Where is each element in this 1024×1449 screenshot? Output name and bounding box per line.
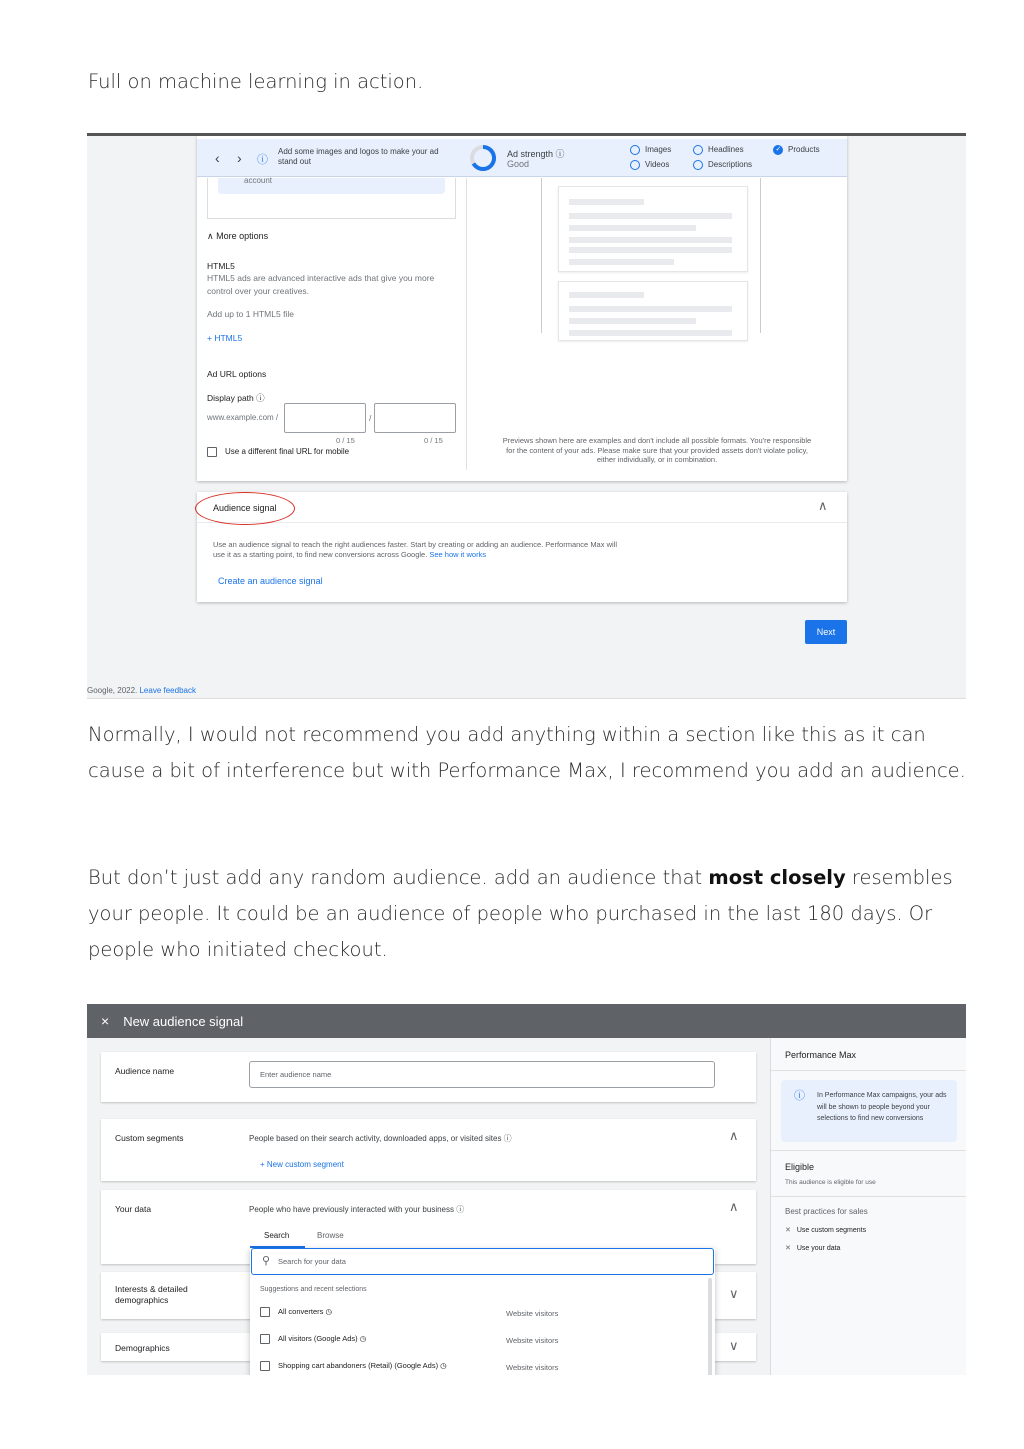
audience-name-label: Audience name: [115, 1066, 175, 1076]
chevron-up-icon[interactable]: ∧: [729, 1128, 739, 1143]
account-text: account: [244, 176, 273, 185]
audience-name-row: [101, 1052, 756, 1102]
info-icon: ⓘ: [257, 154, 268, 166]
your-data-dropdown: [250, 1248, 715, 1375]
leave-feedback-link[interactable]: Leave feedback: [139, 686, 196, 695]
preview-disclaimer: Previews shown here are examples and don't include all possible formats. You're responsible for the content of your ads. Please make sure that your provided assets don't violate policy, either individually, or in combination.: [502, 436, 812, 464]
path2-input[interactable]: [374, 403, 456, 433]
eligible-desc: This audience is eligible for use: [785, 1179, 876, 1186]
demographics-label: Demographics: [115, 1343, 170, 1353]
screenshot-new-audience-signal: [87, 1004, 966, 1375]
chevron-down-icon[interactable]: ∨: [729, 1286, 739, 1301]
check-descriptions: Descriptions: [693, 160, 752, 170]
checkmark-icon: [773, 145, 783, 155]
path2-counter: 0 / 15: [424, 436, 443, 445]
list-item[interactable]: Shopping cart abandoners (Retail) (Google Ads) ◷ Website visitors: [260, 1361, 700, 1371]
paragraph-intro: Full on machine learning in action.: [88, 70, 424, 93]
audience-name-input[interactable]: Enter audience name: [249, 1061, 715, 1088]
check-products: ✓Products: [773, 145, 820, 155]
account-box: [207, 178, 456, 219]
check-videos: Videos: [630, 160, 669, 170]
checkbox-icon[interactable]: [207, 447, 217, 457]
preview-card-1: [558, 186, 748, 272]
html5-desc-1: HTML5 ads are advanced interactive ads that give you more: [207, 273, 435, 283]
chevron-up-icon[interactable]: ∧: [729, 1199, 739, 1214]
tab-search[interactable]: Search: [264, 1231, 290, 1240]
suggestions-heading: Suggestions and recent selections: [260, 1286, 367, 1293]
audience-signal-desc: Use an audience signal to reach the right audiences faster. Start by creating or adding an audience. Performance Max will use it as a starting point, to find new conversions across Google. See how it works: [213, 540, 617, 559]
next-button[interactable]: Next: [805, 620, 847, 644]
audience-signal-title: Audience signal: [213, 503, 277, 513]
screenshot-ad-setup: [87, 133, 966, 699]
html5-desc-2: control over your creatives.: [207, 286, 310, 296]
paragraph-recommendation: Normally, I would not recommend you add anything within a section like this as it can cause a bit of interference but with Performance Max, I recommend you add an audience.: [88, 723, 966, 782]
close-icon: ✕: [785, 1227, 791, 1234]
paragraph-audience-advice: But don’t just add any random audience. add an audience that most closely resembles your people. It could be an audience of people who purchased in the last 180 days. Or people who initiated checkout.: [88, 866, 953, 961]
ad-strength-value: Good: [507, 159, 530, 169]
domain-prefix: www.example.com /: [207, 413, 279, 422]
mobile-url-option[interactable]: Use a different final URL for mobile: [207, 447, 349, 457]
circle-icon: [630, 145, 640, 155]
best-practice-item: ✕ Use your data: [785, 1245, 841, 1252]
ad-url-options-title: Ad URL options: [207, 369, 267, 379]
create-audience-signal-link[interactable]: Create an audience signal: [218, 576, 323, 586]
search-icon: ⚲: [262, 1255, 271, 1267]
audience-signal-card: [197, 492, 847, 602]
add-html5-button[interactable]: + HTML5: [207, 333, 243, 343]
best-practice-item: ✕ Use custom segments: [785, 1227, 867, 1234]
scrollbar[interactable]: [708, 1278, 712, 1375]
circle-icon: [630, 160, 640, 170]
circle-icon: [693, 160, 703, 170]
dialog-title: New audience signal: [123, 1013, 244, 1029]
tab-browse[interactable]: Browse: [317, 1231, 344, 1240]
tip-line-2: stand out: [278, 157, 311, 166]
ad-preview: [541, 178, 761, 333]
your-data-label: Your data: [115, 1204, 152, 1214]
preview-card-2: [558, 281, 748, 341]
interests-label: Interests & detailed demographics: [115, 1284, 188, 1305]
more-options-toggle[interactable]: ∧ More options: [207, 231, 269, 241]
check-headlines: Headlines: [693, 145, 744, 155]
data-tabs: [250, 1222, 715, 1248]
screenshot-footer: Google, 2022. Leave feedback: [87, 686, 196, 695]
close-icon: ✕: [785, 1245, 791, 1252]
collapse-chevron-icon[interactable]: ∧: [818, 498, 828, 513]
path1-counter: 0 / 15: [336, 436, 355, 445]
info-box: ⓘ In Performance Max campaigns, your ads will be shown to people beyond your selections to find new conversions: [781, 1080, 957, 1142]
checkbox-icon[interactable]: [260, 1307, 270, 1317]
best-practices-title: Best practices for sales: [785, 1207, 868, 1216]
tip-line-1: Add some images and logos to make your ad: [278, 147, 439, 156]
next-arrow-icon[interactable]: ›: [237, 150, 242, 166]
custom-segments-desc: People based on their search activity, downloaded apps, or visited sites ⓘ: [249, 1134, 512, 1143]
chevron-down-icon[interactable]: ∨: [729, 1338, 739, 1353]
search-data-input[interactable]: ⚲ Search for your data: [251, 1248, 714, 1275]
circle-icon: [693, 145, 703, 155]
path1-input[interactable]: [284, 403, 366, 433]
prev-arrow-icon[interactable]: ‹: [215, 150, 220, 166]
checkbox-icon[interactable]: [260, 1334, 270, 1344]
dialog-header: [87, 1004, 966, 1038]
path-slash: /: [369, 413, 372, 423]
custom-segments-label: Custom segments: [115, 1133, 184, 1143]
list-item[interactable]: All converters ◷ Website visitors: [260, 1307, 700, 1317]
new-custom-segment-link[interactable]: + New custom segment: [260, 1160, 344, 1169]
check-images: Images: [630, 145, 671, 155]
html5-title: HTML5: [207, 261, 235, 271]
custom-segments-row: [101, 1119, 756, 1181]
display-path-label: Display path ⓘ: [207, 393, 265, 403]
html5-limit: Add up to 1 HTML5 file: [207, 309, 294, 319]
see-how-link[interactable]: See how it works: [429, 550, 487, 559]
checkbox-icon[interactable]: [260, 1361, 270, 1371]
ad-strength-bar: [197, 139, 847, 177]
side-panel-title: Performance Max: [785, 1050, 857, 1060]
your-data-desc: People who have previously interacted with your business ⓘ: [249, 1205, 465, 1214]
ad-strength-title: Ad strength ⓘ: [507, 149, 565, 159]
list-item[interactable]: All visitors (Google Ads) ◷ Website visitors: [260, 1334, 700, 1344]
close-icon[interactable]: ×: [101, 1013, 110, 1029]
info-icon: ⓘ: [794, 1090, 805, 1102]
ad-strength-ring-icon: [469, 144, 497, 172]
side-panel: [770, 1038, 966, 1375]
eligible-title: Eligible: [785, 1162, 815, 1172]
